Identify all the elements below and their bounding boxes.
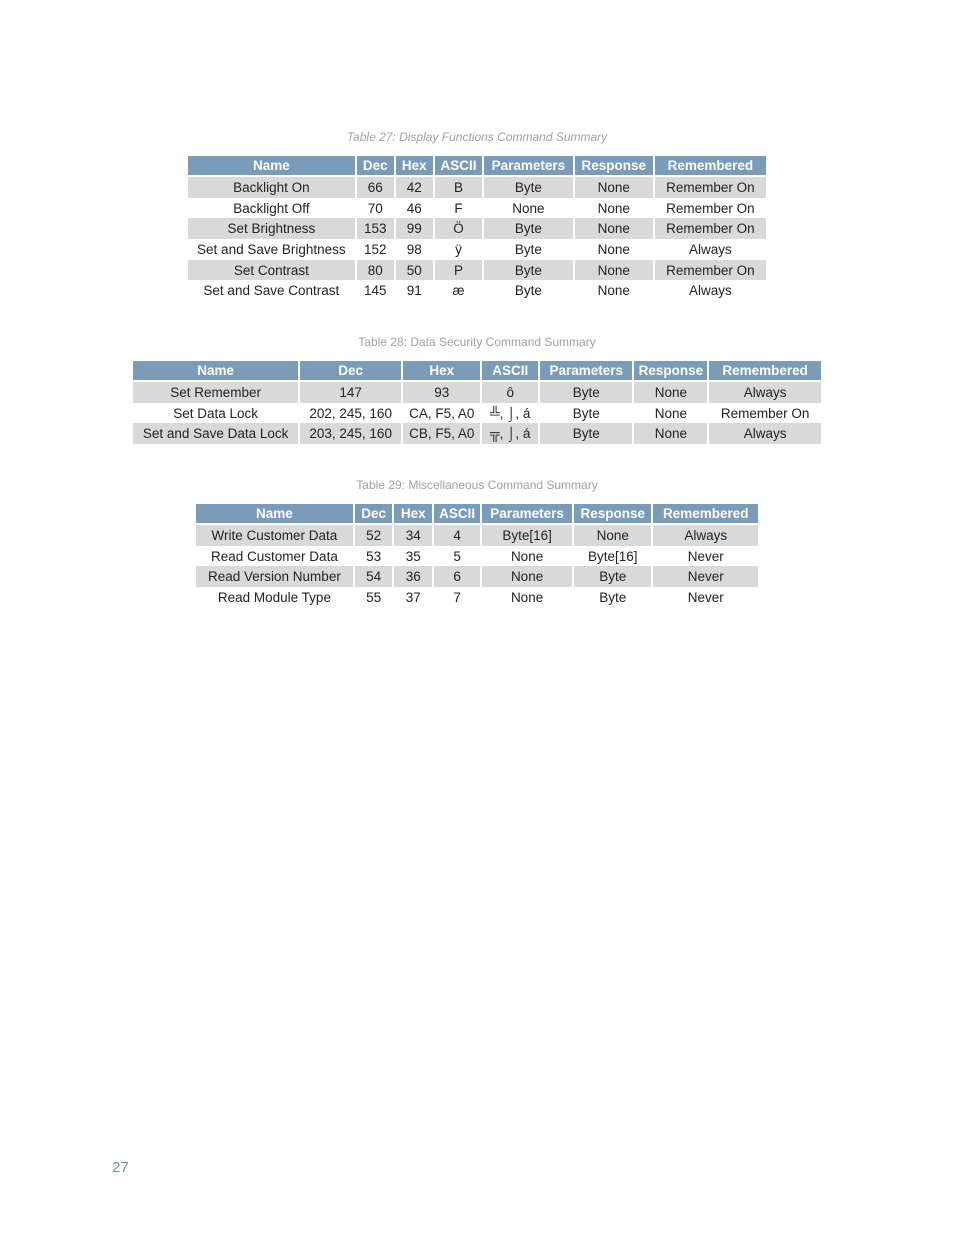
- cell-name: Write Customer Data: [196, 525, 353, 546]
- cell-ascii: æ: [452, 283, 465, 299]
- cell-response: None: [575, 177, 653, 198]
- table-row: [188, 280, 766, 301]
- table-row: [188, 260, 766, 281]
- table-row: [188, 177, 766, 198]
- header-ascii: ASCII: [435, 156, 482, 177]
- cell-ascii: ÿ: [455, 241, 462, 257]
- cell-remembered: Always: [709, 382, 821, 403]
- cell-response: None: [597, 200, 630, 216]
- header-hex: Hex: [403, 361, 480, 382]
- cell-hex: 36: [394, 566, 432, 587]
- cell-dec: 153: [357, 218, 394, 239]
- cell-ascii: F: [454, 200, 463, 216]
- header-name: Name: [133, 361, 298, 382]
- data-security-table: [131, 361, 823, 444]
- cell-ascii: ô: [482, 382, 538, 403]
- cell-hex: 91: [406, 283, 422, 299]
- cell-name: Read Version Number: [196, 566, 353, 587]
- cell-name: Set Brightness: [188, 218, 355, 239]
- cell-hex: 37: [405, 589, 421, 605]
- cell-hex: 34: [394, 525, 432, 546]
- cell-hex: 42: [396, 177, 433, 198]
- table-row: [196, 566, 758, 587]
- table-row: [133, 382, 821, 403]
- cell-parameters: Byte: [540, 423, 632, 444]
- header-parameters: Parameters: [482, 504, 572, 525]
- cell-hex: 99: [396, 218, 433, 239]
- cell-hex: 46: [406, 200, 422, 216]
- table-header-row: [196, 504, 758, 525]
- header-response: Response: [575, 156, 653, 177]
- cell-name: Read Module Type: [217, 589, 331, 605]
- cell-dec: 54: [355, 566, 393, 587]
- cell-dec: 53: [366, 548, 382, 564]
- cell-hex: 93: [403, 382, 480, 403]
- table-27-caption: Table 27: Display Functions Command Summary: [346, 130, 608, 144]
- cell-dec: 152: [363, 241, 387, 257]
- table-row: [196, 525, 758, 546]
- header-dec: Dec: [300, 361, 401, 382]
- cell-name: Read Customer Data: [211, 548, 338, 564]
- table-row: [196, 546, 758, 567]
- table-row: [188, 239, 766, 260]
- header-parameters: Parameters: [484, 156, 573, 177]
- cell-remembered: Never: [653, 566, 758, 587]
- header-dec: Dec: [355, 504, 393, 525]
- cell-response: None: [575, 260, 653, 281]
- cell-hex: 98: [406, 241, 422, 257]
- cell-response: None: [634, 423, 707, 444]
- cell-response: None: [597, 241, 630, 257]
- header-hex: Hex: [396, 156, 433, 177]
- cell-name: Set Data Lock: [173, 405, 259, 421]
- cell-name: Backlight On: [188, 177, 355, 198]
- header-name: Name: [196, 504, 353, 525]
- cell-ascii: P: [435, 260, 482, 281]
- header-parameters: Parameters: [540, 361, 632, 382]
- cell-parameters: None: [512, 200, 545, 216]
- cell-name: Set Remember: [133, 382, 298, 403]
- header-response: Response: [574, 504, 651, 525]
- cell-dec: 80: [357, 260, 394, 281]
- table-header-row: [188, 156, 766, 177]
- cell-dec: 70: [367, 200, 383, 216]
- cell-dec: 52: [355, 525, 393, 546]
- cell-ascii: ╦, ⌡, á: [482, 423, 538, 444]
- cell-ascii: 7: [453, 589, 461, 605]
- cell-response: None: [575, 218, 653, 239]
- cell-name: Backlight Off: [233, 200, 310, 216]
- header-dec: Dec: [357, 156, 394, 177]
- cell-dec: 202, 245, 160: [309, 405, 392, 421]
- cell-parameters: Byte: [484, 218, 573, 239]
- cell-name: Set and Save Contrast: [203, 283, 340, 299]
- cell-ascii: ╩, ⌡, á: [490, 405, 531, 421]
- cell-ascii: B: [435, 177, 482, 198]
- cell-parameters: None: [510, 589, 544, 605]
- header-name: Name: [188, 156, 355, 177]
- cell-remembered: Remember On: [655, 177, 766, 198]
- table-29-caption: Table 29: Miscellaneous Command Summary: [356, 478, 598, 492]
- cell-response: None: [654, 405, 687, 421]
- table-header-row: [133, 361, 821, 382]
- cell-remembered: Remember On: [720, 405, 810, 421]
- cell-name: Set and Save Data Lock: [133, 423, 298, 444]
- cell-parameters: Byte: [484, 260, 573, 281]
- cell-remembered: Never: [687, 548, 724, 564]
- cell-remembered: Always: [689, 241, 732, 257]
- cell-parameters: Byte: [514, 283, 542, 299]
- cell-name: Set and Save Brightness: [197, 241, 346, 257]
- cell-dec: 66: [357, 177, 394, 198]
- cell-remembered: Remember On: [655, 260, 766, 281]
- page-number: 27: [112, 1159, 129, 1176]
- cell-dec: 145: [363, 283, 387, 299]
- cell-response: Byte[16]: [587, 548, 638, 564]
- cell-parameters: Byte[16]: [482, 525, 572, 546]
- cell-ascii: 6: [434, 566, 480, 587]
- table-row: [196, 587, 758, 608]
- cell-parameters: None: [482, 566, 572, 587]
- header-response: Response: [634, 361, 707, 382]
- header-remembered: Remembered: [709, 361, 821, 382]
- miscellaneous-table: [194, 504, 760, 608]
- cell-response: None: [574, 525, 651, 546]
- cell-response: Byte: [574, 566, 651, 587]
- cell-remembered: Never: [687, 589, 724, 605]
- cell-ascii: 5: [453, 548, 461, 564]
- table-28-caption: Table 28: Data Security Command Summary: [358, 335, 596, 349]
- cell-remembered: Remember On: [666, 200, 755, 216]
- header-hex: Hex: [394, 504, 432, 525]
- header-ascii: ASCII: [482, 361, 538, 382]
- table-row: [133, 403, 821, 424]
- cell-hex: 35: [405, 548, 421, 564]
- cell-remembered: Always: [689, 283, 732, 299]
- cell-response: None: [634, 382, 707, 403]
- display-functions-table: [186, 156, 768, 301]
- cell-ascii: 4: [434, 525, 480, 546]
- cell-dec: 55: [366, 589, 382, 605]
- cell-response: Byte: [599, 589, 627, 605]
- cell-parameters: Byte: [540, 382, 632, 403]
- cell-parameters: Byte: [514, 241, 542, 257]
- cell-dec: 147: [300, 382, 401, 403]
- table-row: [188, 218, 766, 239]
- cell-parameters: Byte: [572, 405, 600, 421]
- table-row: [188, 198, 766, 219]
- cell-parameters: Byte: [484, 177, 573, 198]
- cell-remembered: Always: [709, 423, 821, 444]
- cell-hex: CA, F5, A0: [409, 405, 475, 421]
- header-remembered: Remembered: [655, 156, 766, 177]
- cell-remembered: Always: [653, 525, 758, 546]
- cell-ascii: Ö: [435, 218, 482, 239]
- cell-name: Set Contrast: [188, 260, 355, 281]
- cell-remembered: Remember On: [655, 218, 766, 239]
- cell-parameters: None: [510, 548, 544, 564]
- cell-dec: 203, 245, 160: [300, 423, 401, 444]
- cell-hex: 50: [396, 260, 433, 281]
- cell-response: None: [597, 283, 630, 299]
- header-remembered: Remembered: [653, 504, 758, 525]
- cell-hex: CB, F5, A0: [403, 423, 480, 444]
- header-ascii: ASCII: [434, 504, 480, 525]
- table-row: [133, 423, 821, 444]
